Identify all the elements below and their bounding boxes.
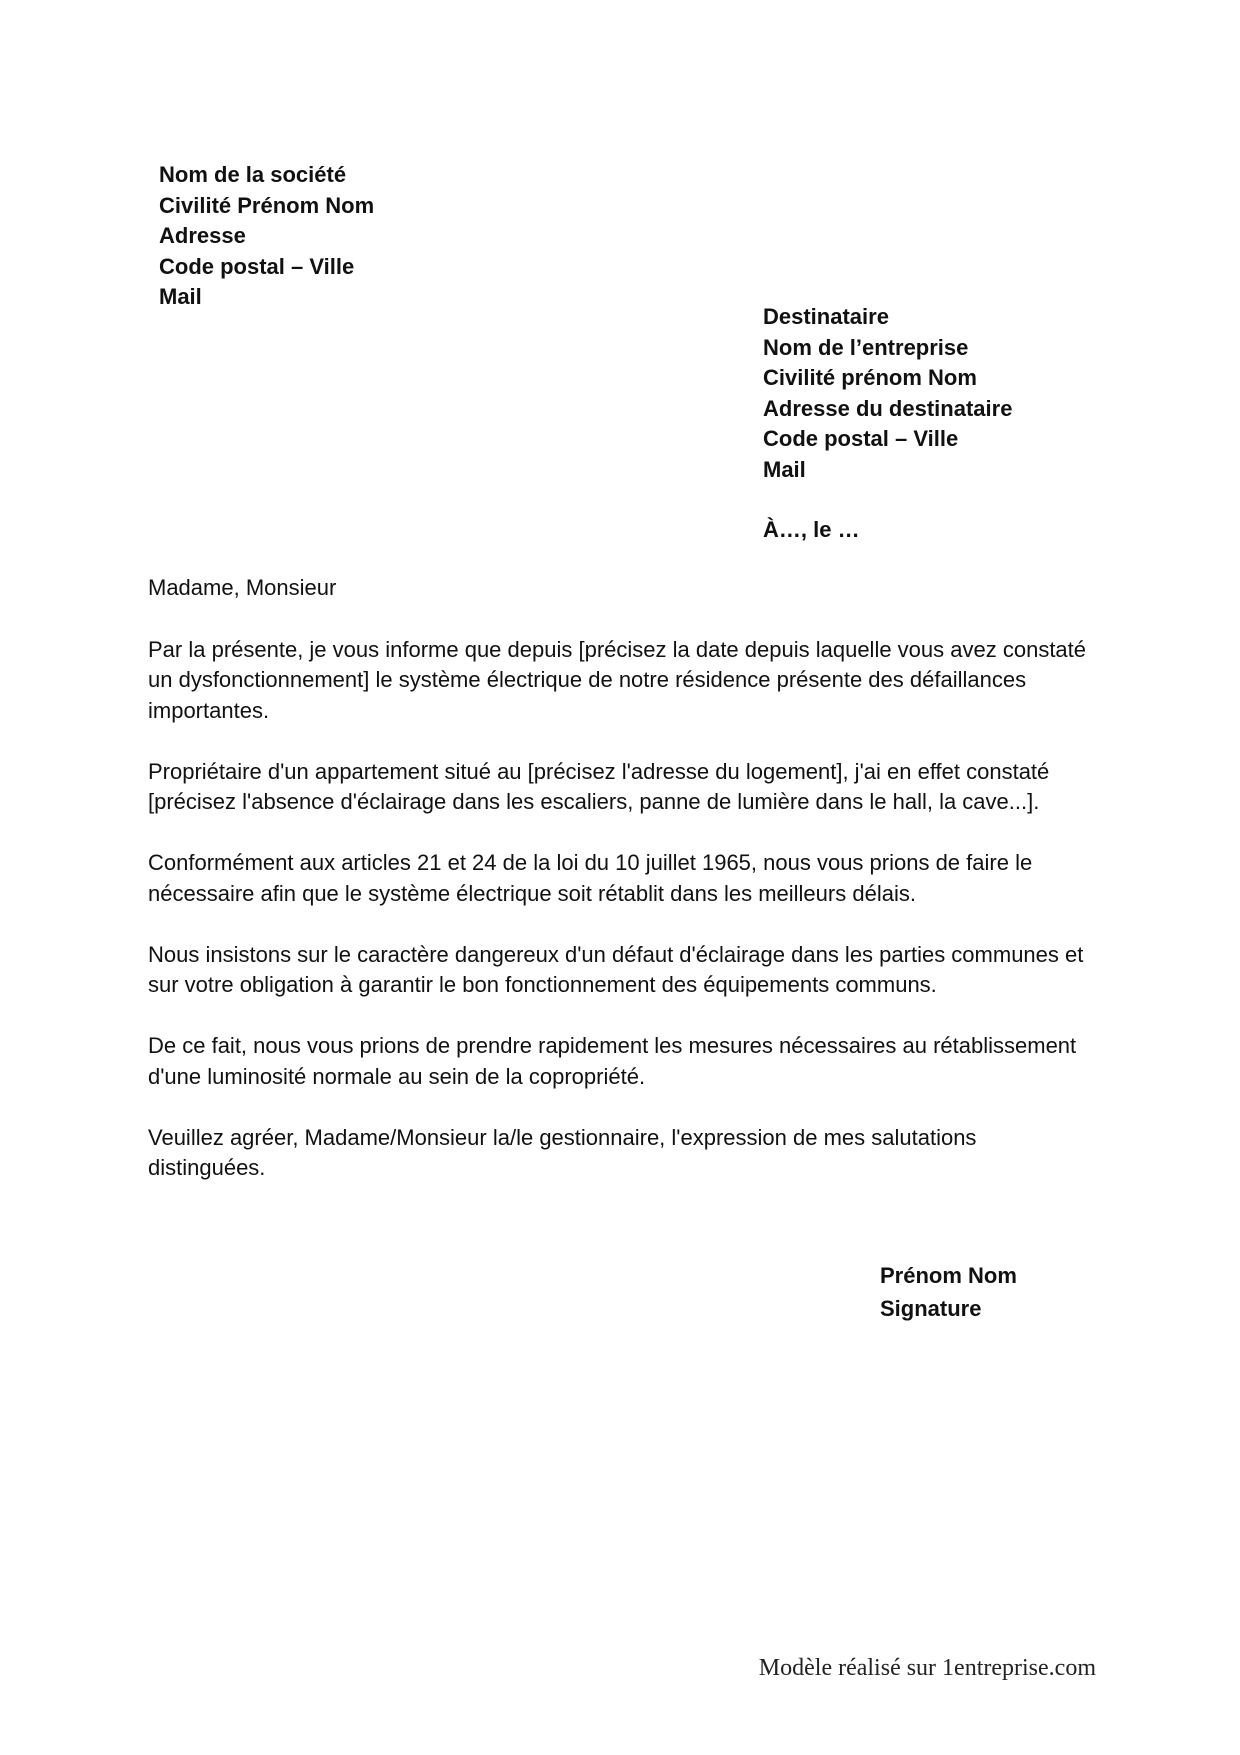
paragraph-legal: Conformément aux articles 21 et 24 de la loi du 10 juillet 1965, nous vous prions de faire le nécessaire afin que le système électrique soit rétablit dans les meilleurs délais. <box>148 850 1033 906</box>
paragraph-owner: Propriétaire d'un appartement situé au [précisez l'adresse du logement], j'ai en effet constaté [précisez l'absence d'éclairage dans les escaliers, panne de lumière dans le hall, la cave...]. <box>148 758 1050 814</box>
footer-credit: Modèle réalisé sur 1entreprise.com <box>758 1655 1096 1681</box>
paragraph-danger: Nous insistons sur le caractère dangereux d'un défaut d'éclairage dans les parties communes et sur votre obligation à garantir le bon fonctionnement des équipements communs. <box>148 941 1084 997</box>
recipient-mail: Mail <box>763 456 806 482</box>
sender-address: Adresse <box>159 223 246 248</box>
sender-block <box>159 160 374 313</box>
recipient-address: Adresse du destinataire <box>763 395 1013 421</box>
paragraph-request: De ce fait, nous vous prions de prendre rapidement les mesures nécessaires au rétablissement d'une luminosité normale au sein de la copropriété. <box>148 1033 1077 1089</box>
paragraph-intro: Par la présente, je vous informe que depuis [précisez la date depuis laquelle vous avez constaté un dysfonctionnement] le système électrique de notre résidence présente des défaillances importantes. <box>148 636 1087 723</box>
signature-label: Signature <box>880 1296 982 1321</box>
sender-postal-city: Code postal – Ville <box>159 253 355 279</box>
sender-name: Civilité Prénom Nom <box>159 192 375 218</box>
recipient-name: Civilité prénom Nom <box>763 365 977 390</box>
greeting: Madame, Monsieur <box>148 575 337 600</box>
letter-body <box>148 573 1093 1214</box>
recipient-postal-city: Code postal – Ville <box>763 426 959 451</box>
sender-mail: Mail <box>159 284 202 309</box>
signature-block <box>880 1259 1017 1325</box>
signature-name: Prénom Nom <box>880 1263 1017 1288</box>
recipient-label: Destinataire <box>763 304 889 329</box>
recipient-block <box>763 302 1012 485</box>
sender-company: Nom de la société <box>159 162 347 187</box>
paragraph-closing: Veuillez agréer, Madame/Monsieur la/le gestionnaire, l'expression de mes salutations distinguées. <box>148 1124 977 1180</box>
recipient-company: Nom de l’entreprise <box>763 334 969 360</box>
place-date-line: À…, le … <box>763 517 860 542</box>
